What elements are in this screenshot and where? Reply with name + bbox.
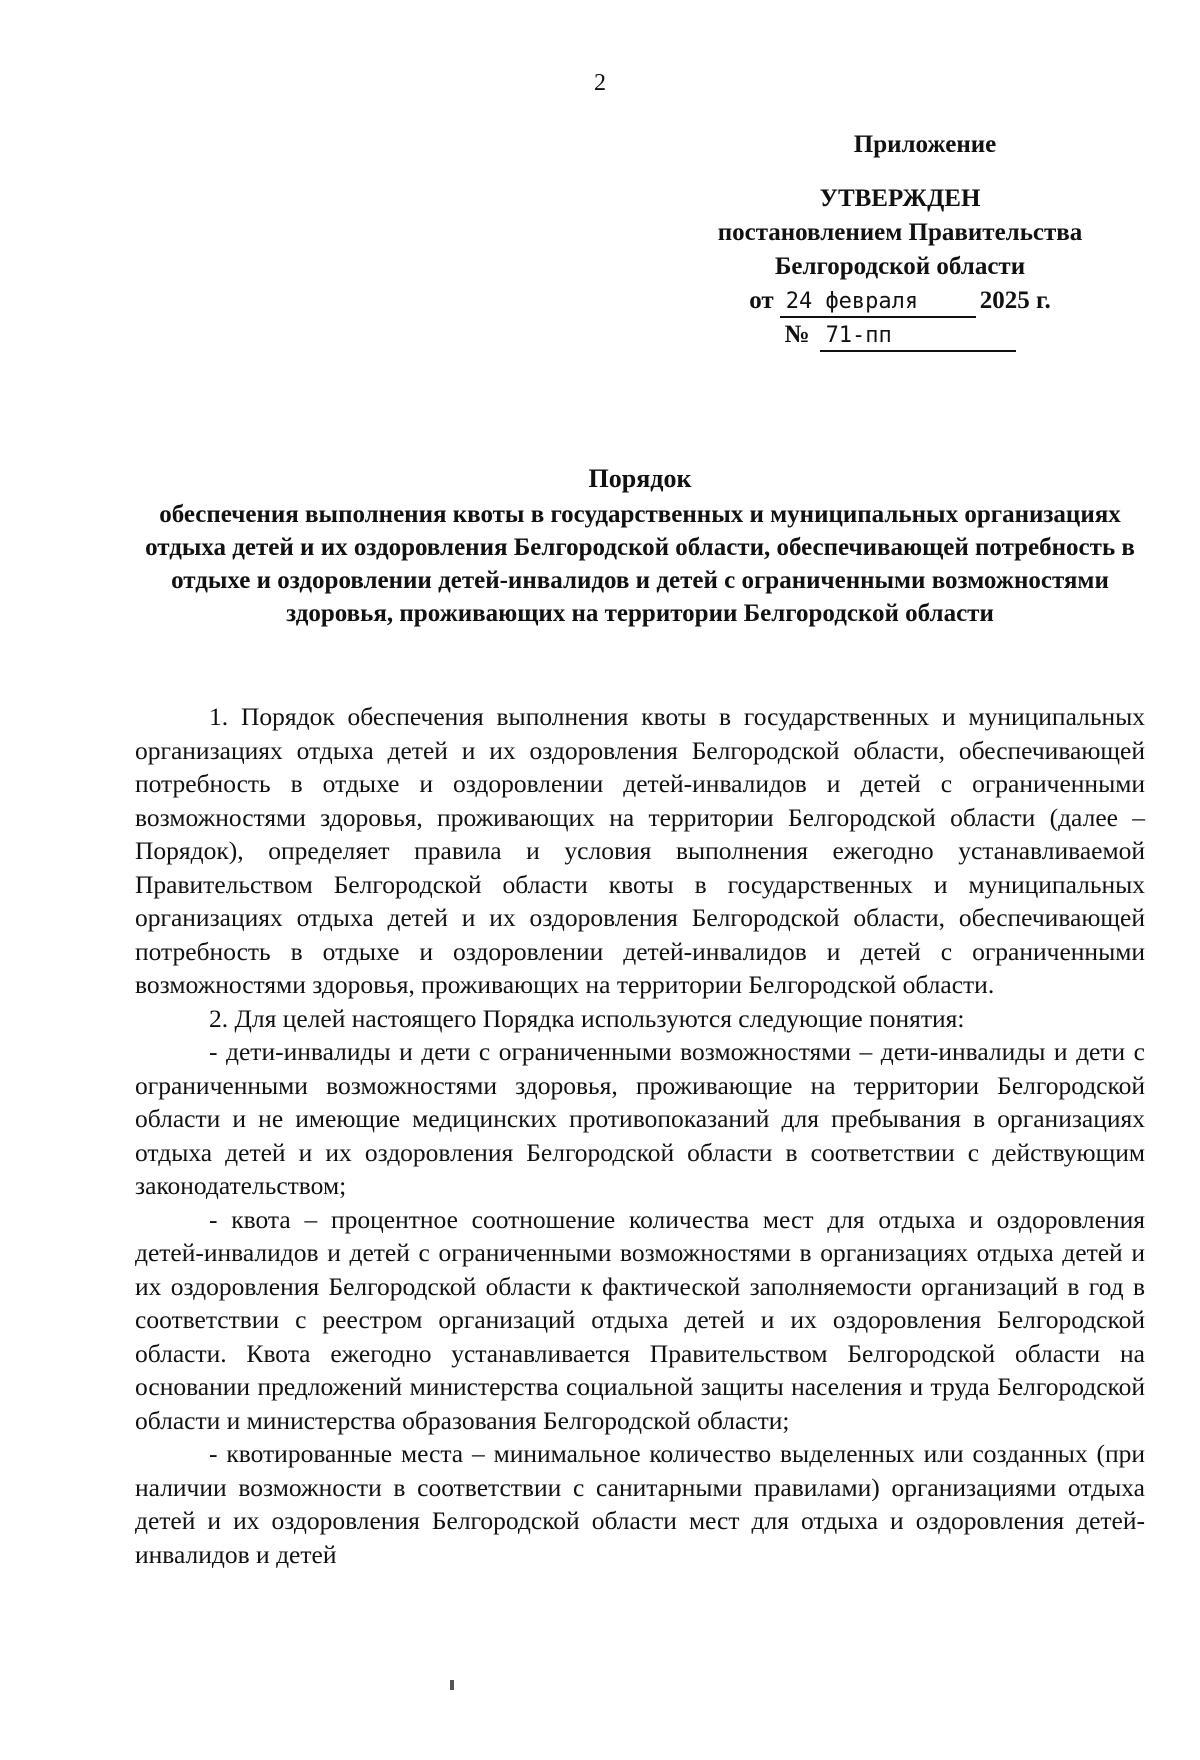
- date-value: 24 февраля: [780, 288, 976, 318]
- approved-label: УТВЕРЖДЕН: [819, 185, 981, 212]
- scan-mark: [450, 1680, 454, 1690]
- document-title: [135, 462, 1145, 630]
- paragraph-5: - квотированные места – минимальное количество выделенных или созданных (при наличии возможности в соответствии с санитарными правилами) организациями отдыха детей и их оздоровления Белгородской области мест для отдыха и оздоровления детей-инвалидов и детей: [135, 1439, 1145, 1569]
- page-number: 2: [594, 70, 606, 96]
- paragraph-3: - дети-инвалиды и дети с ограниченными возможностями – дети-инвалиды и дети с ограниченными возможностями здоровья, проживающие на территории Белгородской области и не имеющие медицинских противопоказаний для пребывания в организациях отдыха детей и их оздоровления Белгородской области в соответствии с действующим законодательством;: [135, 1037, 1145, 1200]
- paragraph-1: 1. Порядок обеспечения выполнения квоты в государственных и муниципальных организациях отдыха детей и их оздоровления Белгородской области, обеспечивающей потребность в отдыхе и оздоровлении детей-инвалидов и детей с ограниченными возможностями здоровья, проживающих на территории Белгородской области (далее – Порядок), определяет правила и условия выполнения ежегодно устанавливаемой Правительством Белгородской области квоты в государственных и муниципальных организациях отдыха детей и их оздоровления Белгородской области, обеспечивающей потребность в отдыхе и оздоровлении детей-инвалидов и детей с ограниченными возможностями здоровья, проживающих на территории Белгородской области.: [135, 702, 1145, 999]
- number-prefix: №: [784, 321, 810, 348]
- approval-number-line: [660, 318, 1140, 352]
- title-subtitle: обеспечения выполнения квоты в государственных и муниципальных организациях отдыха детей и их оздоровления Белгородской области, обеспечивающей потребность в отдыхе и оздоровлении детей-инвалидов и детей с ограниченными возможностями здоровья, проживающих на территории Белгородской области: [145, 501, 1135, 627]
- title-heading: Порядок: [588, 464, 692, 493]
- paragraph-2: 2. Для целей настоящего Порядка используются следующие понятия:: [209, 1003, 965, 1033]
- approval-date-line: [660, 284, 1140, 318]
- document-body: [135, 700, 1145, 1571]
- approval-block: [660, 128, 1140, 352]
- date-prefix: от: [749, 287, 774, 314]
- approved-by-line-2: Белгородской области: [774, 253, 1026, 280]
- approved-by-line-1: постановлением Правительства: [717, 219, 1083, 246]
- date-year: 2025 г.: [979, 287, 1051, 314]
- appendix-label: Приложение: [853, 131, 997, 158]
- number-value: 71-пп: [820, 322, 1016, 352]
- paragraph-4: - квота – процентное соотношение количества мест для отдыха и оздоровления детей-инвалидов и детей с ограниченными возможностями в организациях отдыха детей и их оздоровления Белгородской области к фактической заполняемости организаций в год в соответствии с реестром организаций отдыха детей и их оздоровления Белгородской области. Квота ежегодно устанавливается Правительством Белгородской области на основании предложений министерства социальной защиты населения и труда Белгородской области и министерства образования Белгородской области;: [135, 1204, 1145, 1435]
